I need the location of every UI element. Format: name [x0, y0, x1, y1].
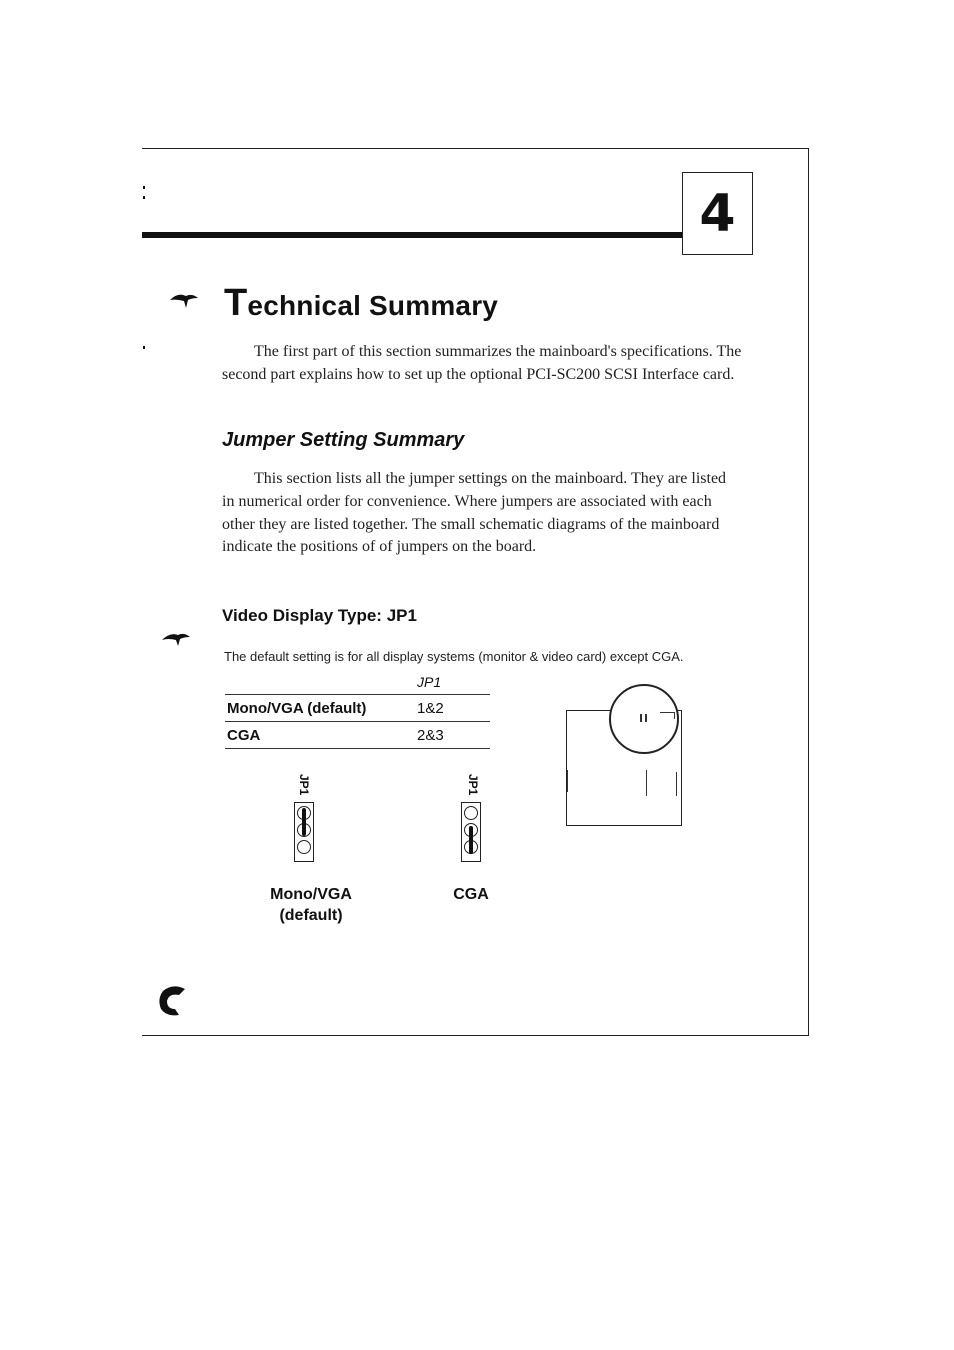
page-frame-top — [142, 148, 809, 149]
diagram-caption-line: (default) — [279, 907, 343, 924]
page-title — [224, 282, 498, 325]
intro-paragraph: The first part of this section summarizes the mainboard's specifications. The second part explains how to set up the optional PCI-SC200 SCSI Interface card. — [222, 343, 742, 383]
table-cell-label: Mono/VGA (default) — [227, 700, 367, 717]
diagram-caption-mono-vga — [241, 884, 381, 926]
board-slot-mark — [646, 770, 647, 796]
jumper-cap-2-3 — [469, 826, 473, 854]
page-title-rest: echnical Summary — [247, 290, 499, 321]
scan-mark — [143, 196, 145, 199]
table-cell-value: 1&2 — [417, 700, 444, 717]
diagram-caption-cga — [421, 884, 521, 905]
logo-mark-icon — [155, 983, 191, 1019]
table-cell-value: 2&3 — [417, 727, 444, 744]
page-frame-bottom — [142, 1035, 809, 1036]
section-heading: Jumper Setting Summary — [222, 429, 465, 451]
page-frame-right — [808, 148, 809, 1036]
jumper-location-mark — [660, 712, 675, 719]
page-title-initial: T — [224, 282, 248, 324]
diagram-caption-line: Mono/VGA — [270, 886, 352, 903]
jumper-label: JP1 — [466, 774, 480, 796]
jumper-cap-1-2 — [302, 808, 306, 836]
scan-mark — [143, 346, 145, 349]
board-slot-mark — [676, 772, 677, 796]
table-header — [225, 672, 490, 695]
jumper-location-mark — [640, 714, 642, 722]
bird-icon — [160, 628, 192, 648]
jumper-label: JP1 — [297, 774, 311, 796]
diagram-caption-line: CGA — [453, 886, 489, 903]
header-rule — [142, 232, 682, 238]
jumper-settings-table — [225, 672, 490, 749]
chapter-number-box — [682, 172, 753, 255]
scan-mark — [143, 186, 145, 189]
table-row — [225, 695, 490, 722]
table-row — [225, 722, 490, 749]
bird-icon — [168, 290, 200, 310]
subsection-heading: Video Display Type: JP1 — [222, 606, 417, 625]
jumper-pin — [464, 806, 478, 820]
table-column-header: JP1 — [417, 674, 442, 690]
jumper-location-circle — [609, 684, 679, 754]
default-setting-note: The default setting is for all display systems (monitor & video card) except CGA. — [224, 649, 684, 664]
jumper-location-mark — [645, 714, 647, 722]
jumper-pin — [297, 840, 311, 854]
table-cell-label: CGA — [227, 727, 261, 744]
chapter-number: 4 — [699, 183, 736, 244]
board-slot-mark — [567, 770, 568, 792]
section-paragraph: This section lists all the jumper settings on the mainboard. They are listed in numerical order for convenience. Where jumpers are associated with each other they are listed together. The small schematic diagrams of the mainboard indicate the positions of of jumpers on the board. — [222, 470, 727, 556]
